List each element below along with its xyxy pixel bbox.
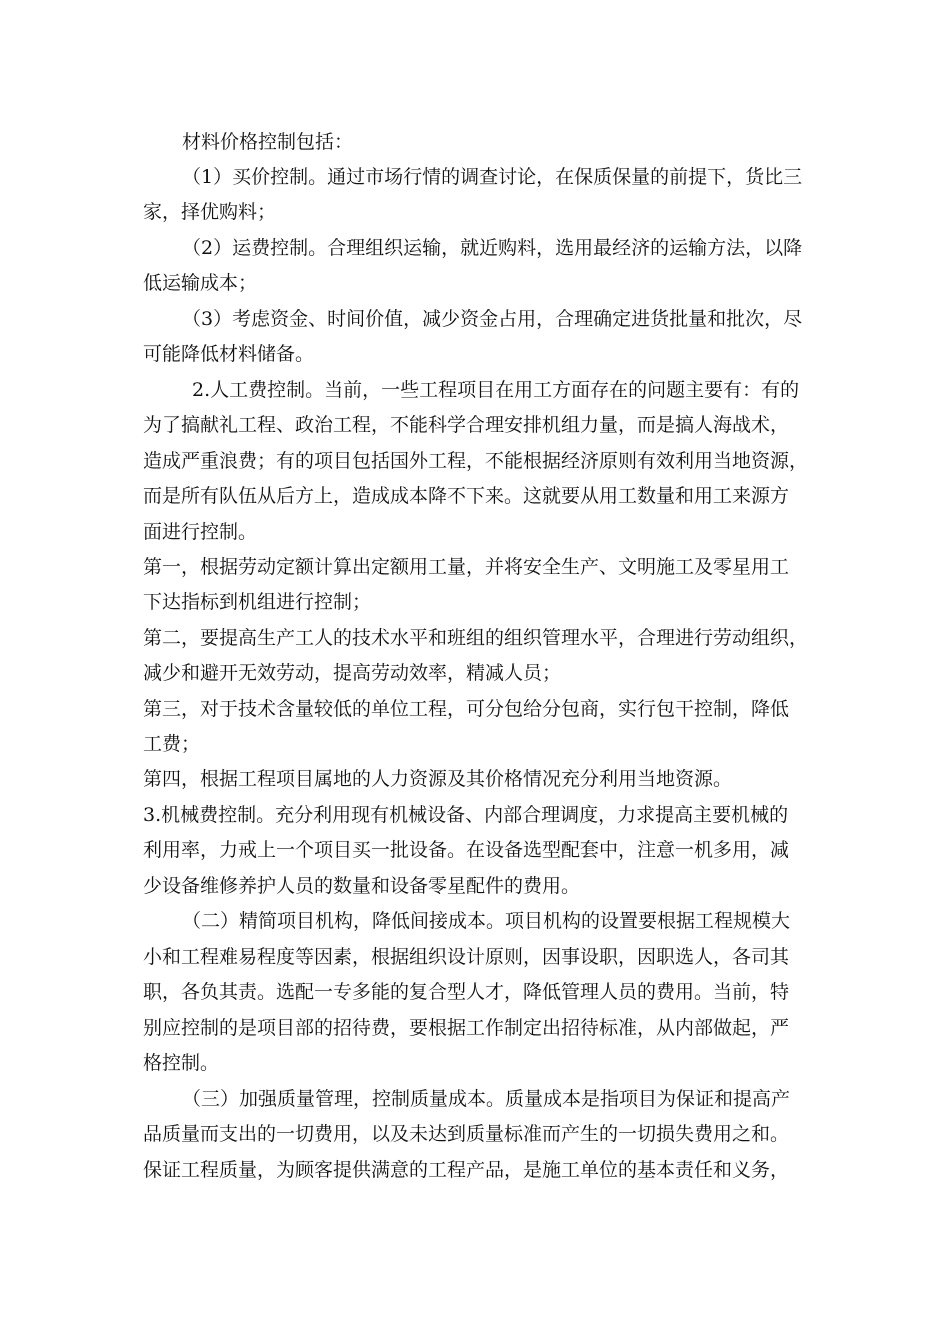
text-line: 别应控制的是项目部的招待费，要根据工作制定出招待标准，从内部做起，严: [143, 1017, 790, 1039]
text-line: 第一，根据劳动定额计算出定额用工量，并将安全生产、文明施工及零星用工: [143, 556, 790, 578]
text-line: 下达指标到机组进行控制；: [143, 591, 372, 613]
text-line: 家，择优购料；: [143, 201, 277, 223]
text-line: 3.机械费控制。充分利用现有机械设备、内部合理调度，力求提高主要机械的: [143, 804, 789, 826]
text-line: 2.人工费控制。当前，一些工程项目在用工方面存在的问题主要有：有的: [192, 379, 800, 401]
text-line: 利用率，力戒上一个项目买一批设备。在设备选型配套中，注意一机多用，减: [143, 839, 790, 861]
text-line: 低运输成本；: [143, 272, 258, 294]
text-line: 品质量而支出的一切费用，以及未达到质量标准而产生的一切损失费用之和。: [143, 1123, 790, 1145]
text-line: （二）精简项目机构，降低间接成本。项目机构的设置要根据工程规模大: [182, 910, 791, 932]
text-line: 保证工程质量，为顾客提供满意的工程产品，是施工单位的基本责任和义务，: [143, 1159, 790, 1181]
text-line: 小和工程难易程度等因素，根据组织设计原则，因事设职，因职选人，各司其: [143, 946, 790, 968]
text-line: 格控制。: [143, 1052, 220, 1074]
text-line: （3）考虑资金、时间价值，减少资金占用，合理确定进货批量和批次，尽: [182, 308, 803, 330]
text-line: 第四，根据工程项目属地的人力资源及其价格情况充分利用当地资源。: [143, 768, 733, 790]
text-line: 材料价格控制包括：: [182, 131, 354, 153]
text-line: 造成严重浪费；有的项目包括国外工程，不能根据经济原则有效利用当地资源，: [143, 450, 809, 472]
text-line: （1）买价控制。通过市场行情的调查讨论，在保质保量的前提下，货比三: [182, 166, 803, 188]
text-line: 为了搞献礼工程、政治工程，不能科学合理安排机组力量，而是搞人海战术，: [143, 414, 790, 436]
text-line: （三）加强质量管理，控制质量成本。质量成本是指项目为保证和提高产: [182, 1088, 791, 1110]
text-line: 少设备维修养护人员的数量和设备零星配件的费用。: [143, 875, 581, 897]
text-line: 第三，对于技术含量较低的单位工程，可分包给分包商，实行包干控制，降低: [143, 698, 790, 720]
text-line: 职，各负其责。选配一专多能的复合型人才，降低管理人员的费用。当前，特: [143, 981, 790, 1003]
text-line: （2）运费控制。合理组织运输，就近购料，选用最经济的运输方法，以降: [182, 237, 803, 259]
text-line: 工费；: [143, 733, 201, 755]
text-line: 而是所有队伍从后方上，造成成本降不下来。这就要从用工数量和用工来源方: [143, 485, 790, 507]
text-line: 第二，要提高生产工人的技术水平和班组的组织管理水平，合理进行劳动组织，: [143, 627, 809, 649]
text-line: 面进行控制。: [143, 521, 258, 543]
text-line: 可能降低材料储备。: [143, 343, 315, 365]
text-line: 减少和避开无效劳动，提高劳动效率，精减人员；: [143, 662, 562, 684]
